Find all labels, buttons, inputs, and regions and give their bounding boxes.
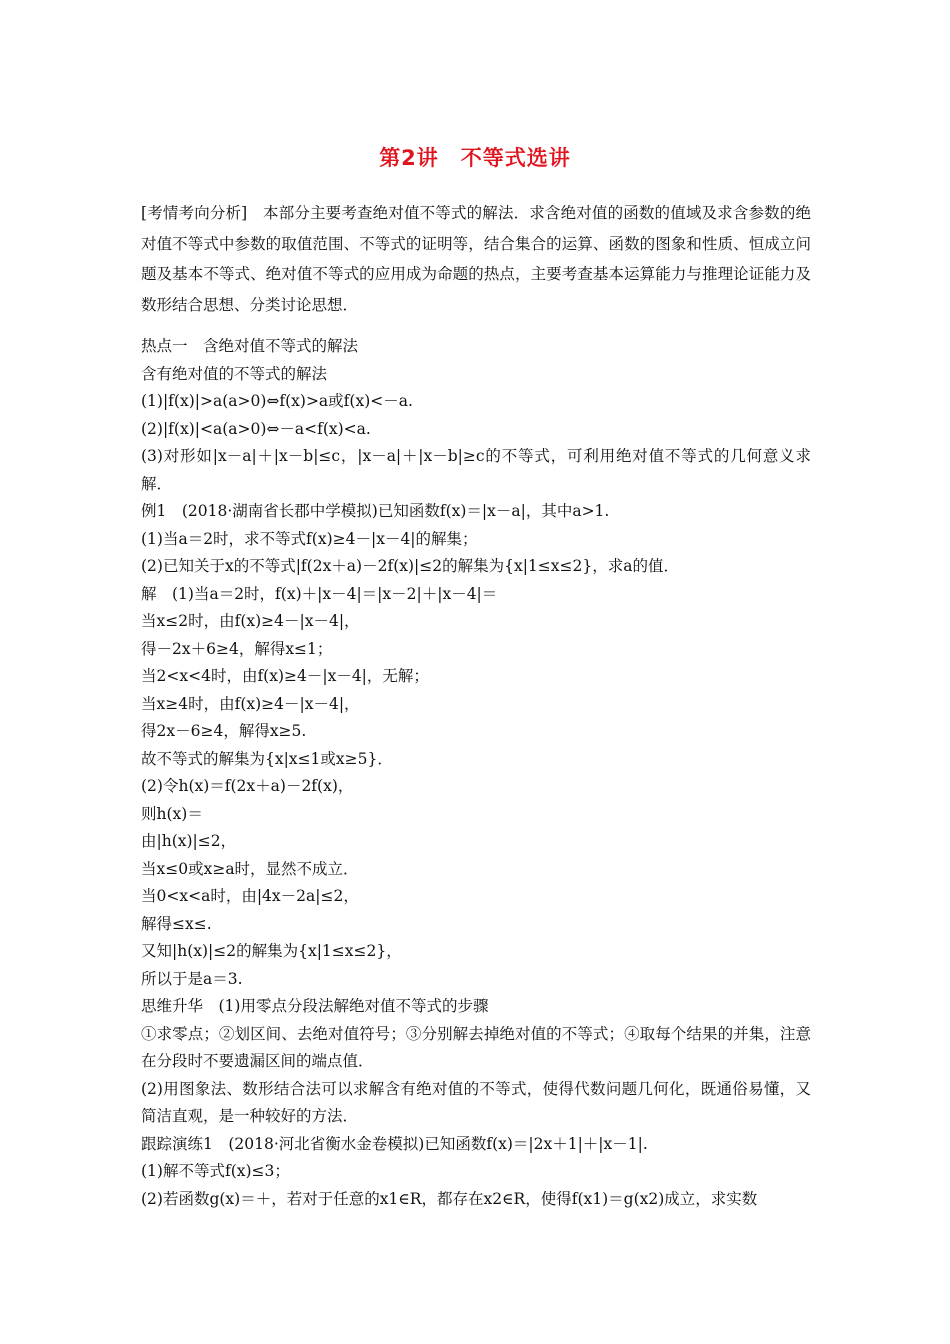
rule-1: (1)|f(x)|>a(a>0)⇔f(x)>a或f(x)<－a. <box>141 392 413 410</box>
solution-line: 解得≤x≤. <box>141 914 212 933</box>
summary-heading: 思维升华 (1)用零点分段法解绝对值不等式的步骤 <box>141 997 489 1015</box>
example-heading: 例1 (2018·湖南省长郡中学模拟)已知函数f(x)＝|x－a|，其中a>1. <box>141 502 610 520</box>
solution-line: 得－2x＋6≥4，解得x≤1； <box>141 639 333 658</box>
summary-graph-method: (2)用图象法、数形结合法可以求解含有绝对值的不等式，使得代数问题几何化，既通俗易懂，又简洁直观，是一种较好的方法． <box>141 1079 811 1125</box>
solution-line: 解 (1)当a＝2时，f(x)＋|x－4|＝|x－2|＋|x－4|＝ <box>141 584 498 603</box>
page-title: 第2讲 不等式选讲 <box>379 146 571 170</box>
practice-part-2: (2)若函数g(x)＝＋，若对于任意的x1∈R，都存在x2∈R，使得f(x1)＝g(x2)成立，求实数 <box>141 1189 758 1208</box>
solution-line: 得2x－6≥4，解得x≥5. <box>141 722 307 740</box>
solution-line: 当x≥4时，由f(x)≥4－|x－4|， <box>141 694 360 713</box>
solution-line: 当x≤2时，由f(x)≥4－|x－4|， <box>141 612 360 630</box>
section-heading: 热点一 含绝对值不等式的解法 <box>141 337 359 355</box>
document-body <box>141 333 811 1213</box>
solution-line: 则h(x)＝ <box>141 804 203 823</box>
rule-2: (2)|f(x)|<a(a>0)⇔－a<f(x)<a. <box>141 419 371 438</box>
example-part-1: (1)当a＝2时，求不等式f(x)≥4－|x－4|的解集； <box>141 529 478 548</box>
example-part-2: (2)已知关于x的不等式|f(2x＋a)－2f(x)|≤2的解集为{x|1≤x≤2}，求a的值． <box>141 557 679 575</box>
solution-line: (2)令h(x)＝f(2x＋a)－2f(x)， <box>141 777 354 795</box>
solution-line: 当0<x<a时，由|4x－2a|≤2， <box>141 887 359 905</box>
subheading: 含有绝对值的不等式的解法 <box>141 364 328 383</box>
solution-line: 故不等式的解集为{x|x≤1或x≥5}． <box>141 749 393 768</box>
solution-line: 当2<x<4时，由f(x)≥4－|x－4|，无解； <box>141 667 429 685</box>
practice-part-1: (1)解不等式f(x)≤3； <box>141 1162 290 1180</box>
solution-line: 当x≤0或x≥a时，显然不成立． <box>141 859 359 878</box>
solution-line: 所以于是a＝3. <box>141 969 243 988</box>
summary-steps: ①求零点；②划区间、去绝对值符号；③分别解去掉绝对值的不等式；④取每个结果的并集，注意在分段时不要遗漏区间的端点值． <box>141 1024 811 1070</box>
rule-3: (3)对形如|x－a|＋|x－b|≤c，|x－a|＋|x－b|≥c的不等式，可利用绝对值不等式的几何意义求解． <box>141 447 811 493</box>
intro-paragraph: [考情考向分析] 本部分主要考查绝对值不等式的解法．求含绝对值的函数的值域及求含参数的绝对值不等式中参数的取值范围、不等式的证明等，结合集合的运算、函数的图象和性质、恒成立问题及基本不等式、绝对值不等式的应用成为命题的热点，主要考查基本运算能力与推理论证能力及数形结合思想、分类讨论思想． <box>141 204 811 314</box>
solution-line: 又知|h(x)|≤2的解集为{x|1≤x≤2}， <box>141 942 402 960</box>
solution-line: 由|h(x)|≤2， <box>141 832 237 850</box>
practice-heading: 跟踪演练1 (2018·河北省衡水金卷模拟)已知函数f(x)＝|2x＋1|＋|x－1|. <box>141 1134 648 1153</box>
